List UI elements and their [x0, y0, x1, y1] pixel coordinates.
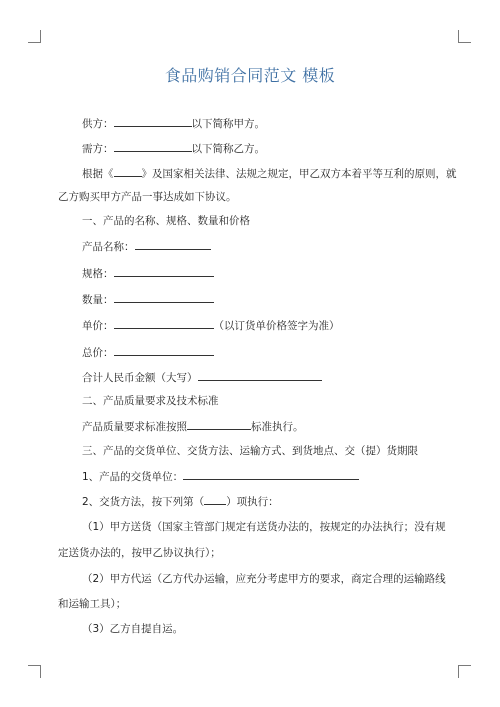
- option3-line: （3）乙方自提自运。: [82, 623, 184, 635]
- quality-standard-line: [82, 419, 304, 434]
- delivery-method-line: [82, 494, 279, 509]
- spec-line: [82, 266, 214, 281]
- preamble-part2: 》及国家相关法律、法规之规定，甲乙双方本着平等互利的原则，就: [141, 168, 457, 180]
- supplier-suffix: 以下简称甲方。: [191, 118, 265, 130]
- total-price-label: 总价：: [82, 347, 114, 359]
- supplier-blank[interactable]: [114, 116, 192, 127]
- section1-heading: 一、产品的名称、规格、数量和价格: [82, 215, 250, 227]
- buyer-blank[interactable]: [114, 141, 192, 152]
- spec-blank[interactable]: [114, 266, 214, 277]
- supplier-line: [82, 116, 265, 131]
- product-name-label: 产品名称：: [82, 241, 135, 253]
- buyer-suffix: 以下简称乙方。: [191, 143, 265, 155]
- total-rmb-label: 合计人民币金额（大写）: [82, 372, 198, 384]
- unit-price-blank[interactable]: [114, 318, 214, 329]
- corner-mark-top-left: [28, 30, 41, 43]
- option2-line-1: （2）甲方代运（乙方代办运输，应充分考虑甲方的要求，商定合理的运输路线: [82, 573, 446, 585]
- quality-standard-suffix: 标准执行。: [251, 421, 304, 433]
- quantity-label: 数量：: [82, 294, 114, 306]
- spec-label: 规格：: [82, 268, 114, 280]
- delivery-method-blank[interactable]: [204, 494, 226, 505]
- quantity-blank[interactable]: [114, 292, 214, 303]
- unit-price-line: [82, 318, 340, 333]
- buyer-line: [82, 141, 265, 156]
- delivery-unit-line: [82, 469, 359, 484]
- option1-line-1: （1）甲方送货（国家主管部门规定有送货办法的，按规定的办法执行；没有规: [82, 521, 446, 533]
- product-name-line: [82, 239, 211, 254]
- delivery-unit-blank[interactable]: [183, 469, 359, 480]
- unit-price-note: （以订货单价格签字为准）: [213, 320, 340, 332]
- buyer-label: 需方：: [82, 143, 114, 155]
- product-name-blank[interactable]: [135, 239, 211, 250]
- quality-standard-prefix: 产品质量要求标准按照: [82, 421, 187, 433]
- preamble-line-1: [82, 166, 457, 181]
- option2-line-2: 和运输工具）；: [58, 598, 127, 610]
- quantity-line: [82, 292, 214, 307]
- unit-price-label: 单价：: [82, 320, 114, 332]
- quality-standard-blank[interactable]: [187, 419, 251, 430]
- document-title: 食品购销合同范文 模板: [164, 66, 336, 85]
- option1-line-2: 定送货办法的，按甲乙协议执行）；: [58, 547, 221, 559]
- preamble-part1: 根据《: [82, 168, 114, 180]
- corner-mark-top-right: [458, 30, 471, 43]
- total-price-line: [82, 345, 214, 360]
- total-rmb-line: [82, 370, 322, 385]
- total-rmb-blank[interactable]: [198, 370, 322, 381]
- total-price-blank[interactable]: [114, 345, 214, 356]
- corner-mark-bottom-right: [458, 665, 471, 678]
- section3-heading: 三、产品的交货单位、交货方法、运输方式、到货地点、交（提）货期限: [82, 445, 418, 457]
- corner-mark-bottom-left: [28, 665, 41, 678]
- supplier-label: 供方：: [82, 118, 114, 130]
- delivery-unit-label: 1、产品的交货单位：: [82, 471, 184, 483]
- delivery-method-suffix: ）项执行：: [226, 496, 279, 508]
- delivery-method-prefix: 2、交货方法，按下列第（: [82, 496, 205, 508]
- preamble-line-2: 乙方购买甲方产品一事达成如下协议。: [58, 191, 237, 203]
- section2-heading: 二、产品质量要求及技术标准: [82, 395, 219, 407]
- law-name-blank[interactable]: [114, 166, 142, 177]
